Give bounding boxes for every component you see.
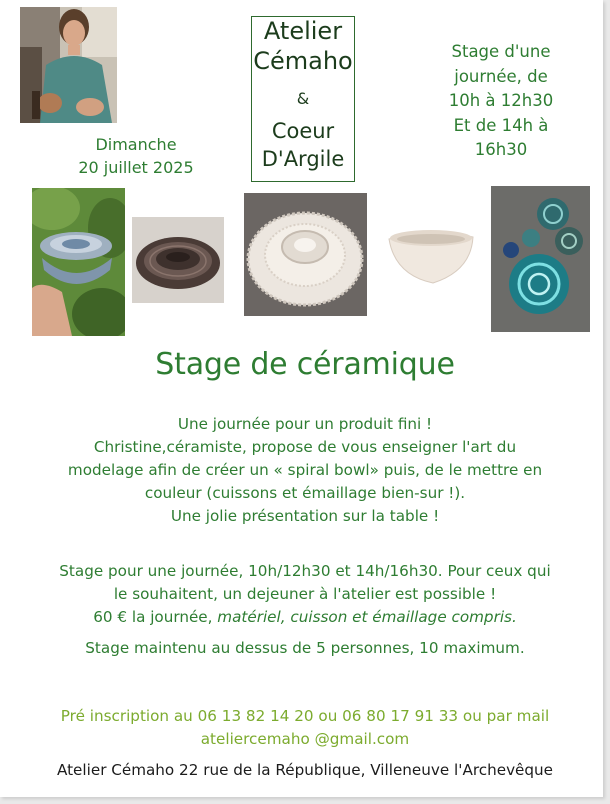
title-coeur: Coeur (271, 119, 335, 143)
hours-line: 10h à 12h30 (448, 91, 554, 110)
page-heading: Stage de céramique (155, 347, 455, 382)
price-included-text: matériel, cuisson et émaillage compris. (217, 608, 517, 626)
registration-line: Pré inscription au 06 13 82 14 20 ou 06 80 17 91 33 ou par mail (60, 707, 550, 725)
clay-spiral-bowl-photo (132, 217, 224, 303)
title-box (251, 16, 355, 182)
hours-line: Et de 14h à (453, 115, 549, 135)
details-paragraph (0, 560, 610, 629)
title-dargile: D'Argile (261, 147, 345, 171)
details-line: le souhaitent, un dejeuner à l'atelier est possible ! (113, 585, 497, 603)
address: Atelier Cémaho 22 rue de la République, Villeneuve l'Archevêque (56, 761, 554, 779)
registration-email: ateliercemaho @gmail.com (200, 730, 410, 748)
title-ampersand: & (296, 89, 310, 108)
price-line (0, 606, 610, 629)
price-text: 60 € la journée, (93, 608, 213, 626)
title-atelier: Atelier (263, 17, 343, 45)
event-hours (428, 40, 574, 163)
description-line: Une jolie présentation sur la table ! (170, 507, 440, 525)
registration-info (0, 705, 610, 751)
blue-bowl-in-hand-photo (32, 188, 125, 336)
description-paragraph (0, 413, 610, 528)
minimum-participants: Stage maintenu au dessus de 5 personnes, 10 maximum. (85, 639, 525, 657)
description-line: Une journée pour un produit fini ! (177, 415, 433, 433)
event-weekday: Dimanche (95, 135, 177, 154)
description-line: couleur (cuissons et émaillage bien-sur !). (144, 484, 466, 502)
hours-line: journée, de (454, 66, 548, 86)
white-textured-plate-photo (244, 193, 367, 316)
description-line: Christine,céramiste, propose de vous enseigner l'art du (93, 438, 517, 456)
title-cemaho: Cémaho (253, 47, 353, 75)
hours-line: 16h30 (474, 140, 528, 159)
white-bowl-photo (385, 223, 477, 286)
potter-portrait-photo (20, 7, 117, 123)
details-line: Stage pour une journée, 10h/12h30 et 14h/16h30. Pour ceux qui (59, 562, 551, 580)
hours-line: Stage d'une (451, 42, 551, 61)
event-date (66, 133, 206, 179)
description-line: modelage afin de créer un « spiral bowl» puis, de le mettre en (67, 461, 543, 479)
blue-spiral-bowls-photo (491, 186, 590, 332)
event-day: 20 juillet 2025 (78, 158, 194, 177)
